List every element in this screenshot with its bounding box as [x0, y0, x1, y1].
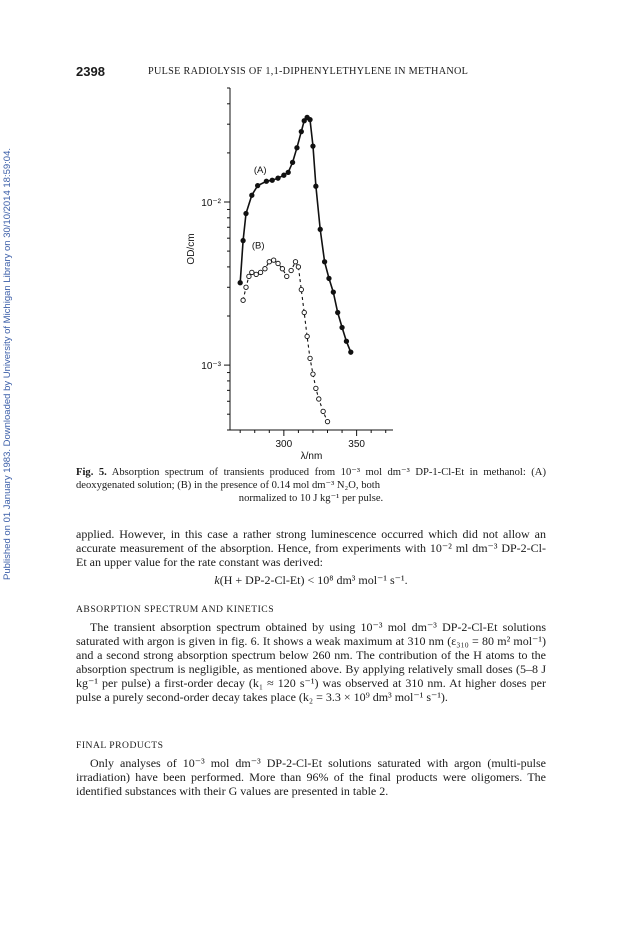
x-tick-label: 300: [275, 439, 293, 450]
data-point: [299, 287, 303, 291]
paragraph-luminescence: applied. However, in this case a rather strong luminescence occurred which did not allow an accurate measurement of the absorption. Hence, from experiments with 10⁻² ml dm⁻³ DP-2-Cl-Et an upper value for the rate constant was derived:: [76, 527, 546, 569]
data-point: [250, 193, 254, 197]
data-point: [299, 129, 303, 133]
data-point: [311, 144, 315, 148]
data-point: [254, 272, 258, 276]
data-point: [286, 170, 290, 174]
data-point: [314, 386, 318, 390]
data-point: [238, 281, 242, 285]
data-point: [296, 265, 300, 269]
series-line-a: [240, 117, 351, 352]
data-point: [255, 183, 259, 187]
data-point: [335, 310, 339, 314]
data-point: [305, 334, 309, 338]
data-point: [308, 117, 312, 121]
download-notice: [2, 130, 16, 580]
series-label: (A): [253, 165, 267, 177]
absorption-spectrum-chart: [170, 82, 420, 462]
data-point: [327, 276, 331, 280]
y-axis-label: OD/cm: [186, 233, 197, 265]
series-line-b: [243, 260, 327, 422]
data-point: [317, 397, 321, 401]
paragraph-absorption: The transient absorption spectrum obtained by using 10⁻³ mol dm⁻³ DP-2-Cl-Et solutions saturated with argon is given in fig. 6. It shows a weak maximum at 310 nm (ε₃₁₀ = 80 m² mol⁻¹) and a second strong absorption spectrum below 260 nm. The contribution of the H atoms to the absorption spectrum is negligible, as mentioned above. By applying relatively small doses (5–8 J kg⁻¹ per pulse) a first-order decay (k₁ ≈ 120 s⁻¹) was observed at 310 nm. At higher doses per pulse a purely second-order decay takes place (k₂ = 3.3 × 10⁹ dm³ mol⁻¹ s⁻¹).: [76, 620, 546, 704]
data-point: [250, 270, 254, 274]
figure-5: [170, 82, 420, 462]
data-point: [280, 266, 284, 270]
data-point: [270, 178, 274, 182]
data-point: [276, 176, 280, 180]
data-point: [344, 339, 348, 343]
chart-series: [238, 115, 353, 424]
data-point: [321, 409, 325, 413]
data-point: [285, 274, 289, 278]
data-point: [241, 298, 245, 302]
download-notice-text: Published on 01 January 1983. Downloaded by University of Michigan Library on 30/10/2014 18:59:04.: [2, 147, 13, 580]
equation-rest: (H + DP-2-Cl-Et) < 10⁸ dm³ mol⁻¹ s⁻¹.: [219, 573, 408, 587]
data-point: [325, 419, 329, 423]
data-point: [314, 184, 318, 188]
page-number: 2398: [76, 64, 105, 79]
data-point: [263, 266, 267, 270]
data-point: [302, 310, 306, 314]
data-point: [258, 270, 262, 274]
data-point: [244, 285, 248, 289]
data-point: [311, 372, 315, 376]
x-tick-label: 350: [348, 439, 365, 450]
data-point: [293, 260, 297, 264]
section-heading-final-products: FINAL PRODUCTS: [76, 740, 164, 751]
data-point: [318, 227, 322, 231]
y-tick-label: 10⁻³: [201, 361, 221, 373]
data-point: [271, 258, 275, 262]
rate-constant-equation: [76, 573, 546, 588]
equation-k: k: [214, 573, 220, 587]
running-title: PULSE RADIOLYSIS OF 1,1-DIPHENYLETHYLENE IN METHANOL: [148, 66, 469, 77]
caption-label: Fig. 5.: [76, 467, 107, 478]
data-point: [289, 268, 293, 272]
data-point: [308, 356, 312, 360]
data-point: [322, 260, 326, 264]
section-heading-absorption: ABSORPTION SPECTRUM AND KINETICS: [76, 604, 275, 615]
data-point: [331, 290, 335, 294]
figure-caption: [76, 466, 546, 505]
data-point: [276, 261, 280, 265]
y-tick-label: 10⁻²: [201, 198, 221, 209]
data-point: [247, 274, 251, 278]
data-point: [282, 173, 286, 177]
data-point: [244, 211, 248, 215]
running-head: [76, 64, 546, 80]
chart-axes: [224, 88, 393, 436]
data-point: [290, 160, 294, 164]
data-point: [267, 260, 271, 264]
data-point: [295, 146, 299, 150]
data-point: [241, 238, 245, 242]
data-point: [340, 325, 344, 329]
data-point: [349, 350, 353, 354]
series-label: (B): [251, 240, 265, 252]
caption-last-line: normalized to 10 J kg⁻¹ per pulse.: [238, 493, 384, 504]
data-point: [264, 179, 268, 183]
caption-text: Absorption spectrum of transients produced from 10⁻³ mol dm⁻³ DP-1-Cl-Et in methanol: (A) deoxygenated solution; (B) in the presence of 0.14 mol dm⁻³ N₂O, both: [76, 467, 546, 491]
paragraph-final-products: Only analyses of 10⁻³ mol dm⁻³ DP-2-Cl-Et solutions saturated with argon (multi-pulse irradiation) have been performed. More than 96% of the final products were oligomers. The identified substances with their G values are presented in table 2.: [76, 756, 546, 798]
x-axis-label: λ/nm: [300, 451, 323, 462]
